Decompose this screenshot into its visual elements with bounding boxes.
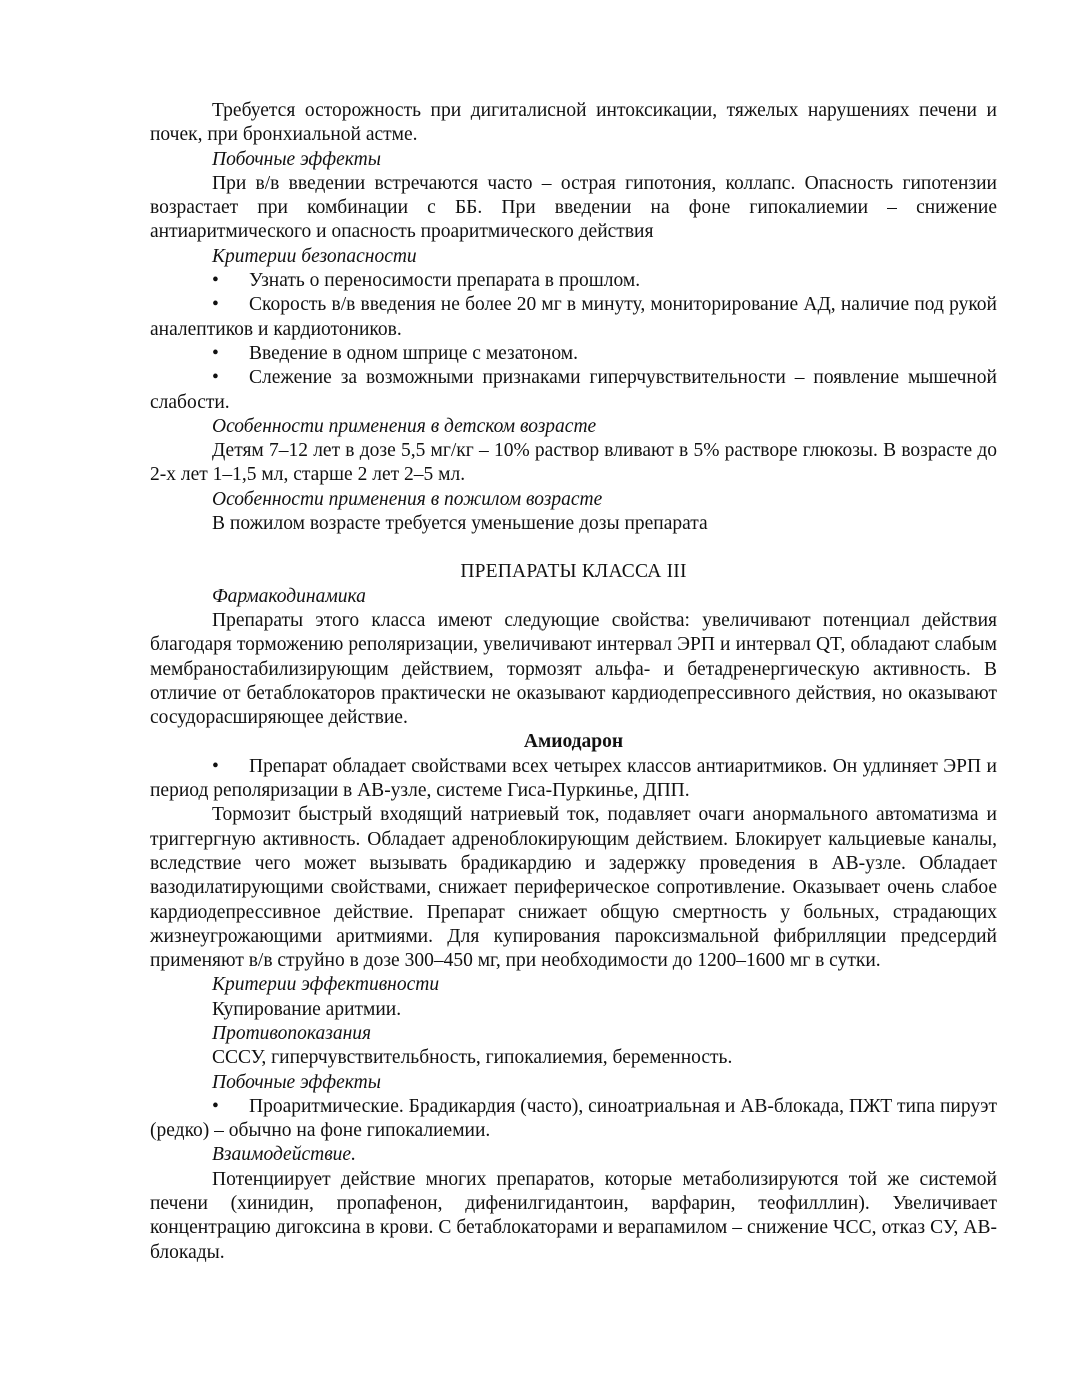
- interaction-paragraph: Потенциирует действие многих препаратов, которые метаболизируются той же системой печени (хинидин, пропафенон, дифенилгидантоин, варфарин, теофилллин). Увеличивает концентрацию дигоксина в крови. С бетаблокаторами и верапамилом – снижение ЧСС, отказ СУ, АВ-блокады.: [150, 1168, 997, 1263]
- side-effects-heading-2: Побочные эффекты: [212, 1071, 381, 1093]
- section-title: ПРЕПАРАТЫ КЛАССА III: [460, 561, 687, 583]
- bullet-icon: •: [212, 755, 219, 777]
- caution-paragraph: Требуется осторожность при дигиталисной интоксикации, тяжелых нарушениях печени и почек, при бронхиальной астме.: [150, 100, 997, 146]
- drug-description-paragraph: Тормозит быстрый входящий натриевый ток, подавляет очаги анормального автоматизма и триггергную активность. Обладает адреноблокирующим действием. Блокирует кальциевые каналы, вследствие чего может вызывать брадикардию и задержку проведения в АВ-узле. Обладает вазодилатирующими свойствами, снижает периферическое сопротивление. Оказывает очень слабое кардиодепрессивное действие. Препарат снижает общую смертность у больных, страдающих жизнеугрожающими аритмиями. Для купирования пароксизмальной фибрилляции предсердий применяют в/в струйно в дозе 300–450 мг, при необходимости до 1200–1600 мг в сутки.: [150, 804, 997, 972]
- children-use-heading: Особенности применения в детском возрасте: [212, 415, 597, 437]
- bullet-icon: •: [212, 367, 219, 389]
- safety-bullet-item: [150, 366, 997, 415]
- safety-bullet-text: Введение в одном шприце с мезатоном.: [249, 342, 578, 364]
- interaction-heading: Взаимодействие.: [212, 1144, 356, 1166]
- safety-criteria-heading: Критерии безопасности: [212, 245, 417, 267]
- efficacy-criteria-paragraph: Купирование аритмии.: [212, 998, 402, 1020]
- drug-bullet-text: Препарат обладает свойствами всех четырех классов антиаритмиков. Он удлиняет ЭРП и период реполяризации в АВ-узле, системе Гиса-Пуркинье, ДПП.: [150, 755, 997, 802]
- safety-bullet-item: [150, 269, 997, 293]
- page-content: [150, 99, 997, 1265]
- side-effects-bullet-text: Проаритмические. Брадикардия (часто), синоатриальная и АВ-блокада, ПЖТ типа пируэт (редко) – обычно на фоне гипокалиемии.: [150, 1095, 997, 1142]
- bullet-icon: •: [212, 342, 219, 364]
- bullet-icon: •: [212, 1095, 219, 1117]
- children-use-paragraph: Детям 7–12 лет в дозе 5,5 мг/кг – 10% раствор вливают в 5% растворе глюкозы. В возрасте до 2-х лет 1–1,5 мл, старше 2 лет 2–5 мл.: [150, 440, 997, 486]
- safety-bullet-item: [150, 342, 997, 366]
- bullet-icon: •: [212, 294, 219, 316]
- safety-bullet-item: [150, 293, 997, 342]
- contraindications-heading: Противопоказания: [212, 1022, 372, 1044]
- drug-title: Амиодарон: [523, 731, 624, 753]
- bullet-icon: •: [212, 270, 219, 292]
- side-effects-heading: Побочные эффекты: [212, 148, 381, 170]
- pharmacodynamics-paragraph: Препараты этого класса имеют следующие свойства: увеличивают потенциал действия благодаря торможению реполяризации, увеличивают интервал ЭРП и интервал QT, обладают слабым мембраностабилизирующим действием, тормозят альфа- и бетадренергическую активность. В отличие от бетаблокаторов практически не оказывают кардиодепрессивного действия, но оказывают сосудорасширяющее действие.: [150, 609, 997, 729]
- pharmacodynamics-heading: Фармакодинамика: [212, 585, 366, 607]
- contraindications-paragraph: СССУ, гиперчувствительбность, гипокалиемия, беременность.: [212, 1047, 733, 1069]
- elderly-use-paragraph: В пожилом возрасте требуется уменьшение дозы препарата: [212, 513, 708, 535]
- safety-bullet-text: Узнать о переносимости препарата в прошлом.: [249, 270, 641, 292]
- efficacy-criteria-heading: Критерии эффективности: [212, 974, 440, 996]
- safety-bullet-text: Слежение за возможными признаками гиперчувствительности – появление мышечной слабости.: [150, 367, 997, 413]
- drug-bullet-item: [150, 755, 997, 804]
- safety-bullet-text: Скорость в/в введения не более 20 мг в минуту, мониторирование АД, наличие под рукой аналептиков и кардиотоников.: [150, 294, 997, 340]
- side-effects-bullet-item: [150, 1095, 997, 1144]
- side-effects-paragraph: При в/в введении встречаются часто – острая гипотония, коллапс. Опасность гипотензии возрастает при комбинации с ББ. При введении на фоне гипокалиемии – снижение антиаритмического и опасность проаритмического действия: [150, 172, 997, 243]
- elderly-use-heading: Особенности применения в пожилом возрасте: [212, 488, 603, 510]
